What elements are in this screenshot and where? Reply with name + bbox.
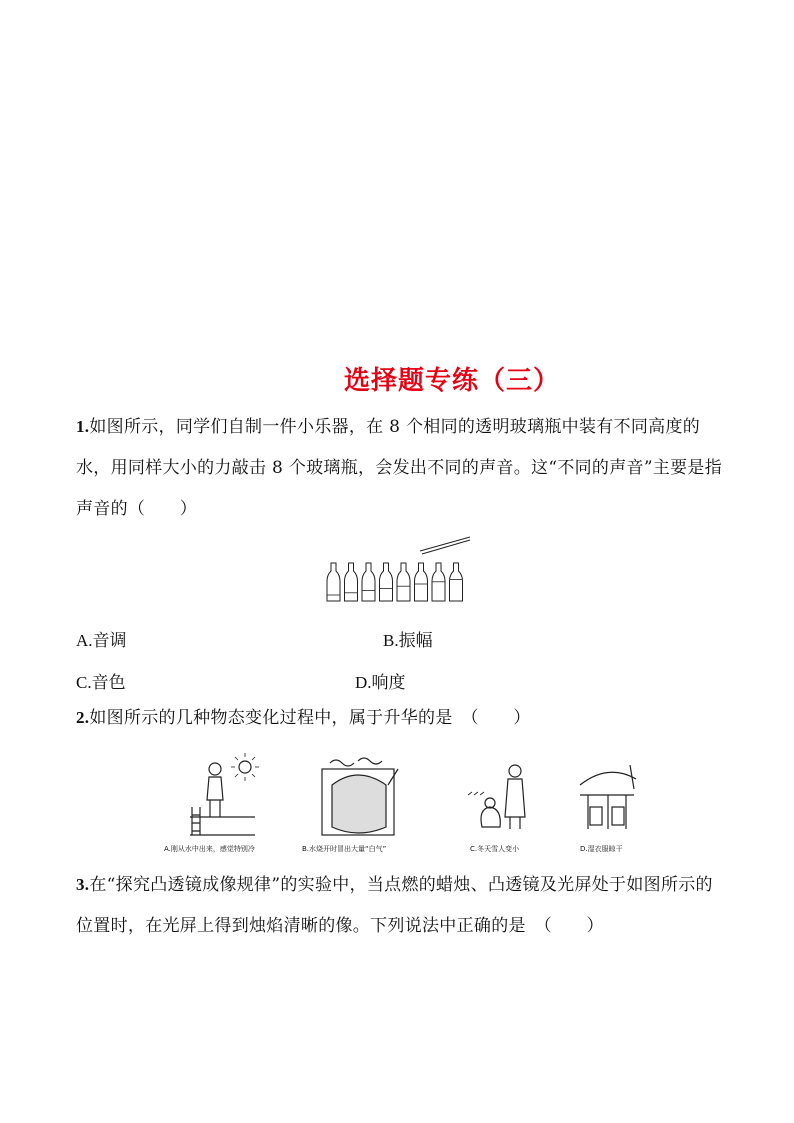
question-text: 如图所示的几种物态变化过程中，属于升华的是 （ ） [89, 708, 531, 728]
panel-d-clothes [580, 765, 636, 829]
panel-c-snowman [468, 765, 525, 829]
caption-b: B.水烧开时冒出大量“白气” [302, 845, 387, 853]
caption-a: A.刚从水中出来，感觉特别冷 [164, 845, 255, 853]
bottle [415, 563, 428, 601]
panel-b-kettle [322, 758, 398, 835]
bottle [345, 563, 358, 601]
question-3 [76, 864, 726, 947]
bottles-figure [320, 535, 470, 615]
panel-a-swimmer [190, 753, 259, 835]
question-1 [76, 406, 726, 530]
option-b[interactable]: B.振幅 [383, 631, 433, 651]
bottle [380, 563, 393, 601]
question-number: 2. [76, 708, 90, 727]
caption-d: D.湿衣服晾干 [580, 845, 623, 853]
option-c[interactable]: C.音色 [76, 673, 126, 693]
question-text: 在“探究凸透镜成像规律”的实验中，当点燃的蜡烛、凸透镜及光屏处于如图所示的位置时，在光屏上得到烛焰清晰的像。下列说法中正确的是 （ ） [76, 875, 713, 936]
phase-change-figures [160, 755, 660, 855]
bottle [397, 563, 410, 601]
bottle [450, 563, 463, 601]
question-2 [76, 697, 726, 739]
page-title: 选择题专练（三） [343, 366, 560, 396]
option-d[interactable]: D.响度 [355, 673, 406, 693]
question-number: 1. [76, 417, 90, 436]
option-a[interactable]: A.音调 [76, 631, 127, 651]
bottle [362, 563, 375, 601]
caption-c: C.冬天雪人变小 [470, 845, 520, 853]
question-text: 如图所示，同学们自制一件小乐器，在 8 个相同的透明玻璃瓶中装有不同高度的水，用同样大小的力敲击 8 个玻璃瓶，会发出不同的声音。这“不同的声音”主要是指声音的（ ） [76, 417, 723, 519]
question-number: 3. [76, 875, 90, 894]
